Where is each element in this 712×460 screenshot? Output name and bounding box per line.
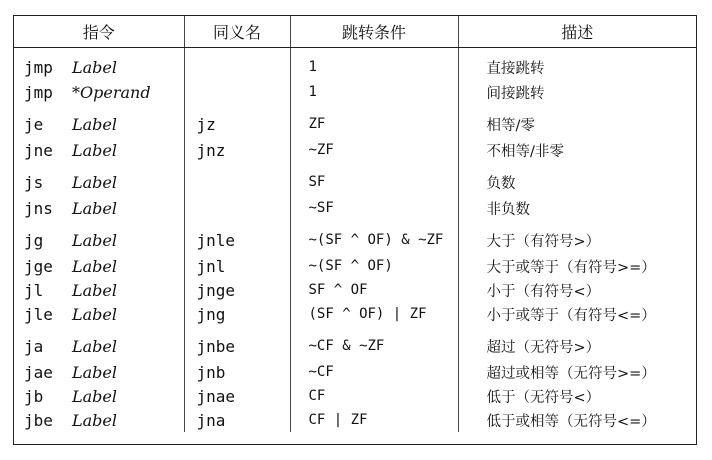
synonym-cell <box>184 80 290 104</box>
operand: Label <box>72 280 117 300</box>
description-cell: 低于或相等（无符号<=） <box>486 413 656 430</box>
table-row <box>14 80 696 104</box>
instruction-cell <box>14 196 184 220</box>
mnemonic: js <box>24 172 44 192</box>
description-cell: 非负数 <box>486 201 530 218</box>
instruction-cell <box>14 302 184 326</box>
table-row <box>14 196 696 220</box>
table-row <box>14 384 696 408</box>
condition-cell: SF ^ OF <box>290 278 458 302</box>
table-row <box>14 360 696 384</box>
synonym-cell: jng <box>184 302 290 326</box>
table-row <box>14 48 696 81</box>
table-row <box>14 326 696 360</box>
instruction-cell <box>14 80 184 104</box>
condition-cell: SF <box>290 162 458 196</box>
instruction-cell <box>14 104 184 138</box>
synonym-cell <box>184 48 290 81</box>
condition-cell: CF <box>290 384 458 408</box>
table-row <box>14 408 696 432</box>
operand: Label <box>72 362 117 382</box>
condition-cell: ZF <box>290 104 458 138</box>
synonym-cell: jnz <box>184 138 290 162</box>
synonym-cell: jnge <box>184 278 290 302</box>
instruction-cell <box>14 408 184 432</box>
instruction-cell <box>14 220 184 254</box>
synonym-cell: jnl <box>184 254 290 278</box>
table-row <box>14 254 696 278</box>
synonym-cell: jnle <box>184 220 290 254</box>
mnemonic: jns <box>24 198 53 218</box>
instruction-cell <box>14 326 184 360</box>
mnemonic: jmp <box>24 57 53 77</box>
mnemonic: jmp <box>24 82 53 102</box>
mnemonic: jg <box>24 230 44 250</box>
condition-cell: CF | ZF <box>290 408 458 432</box>
description-cell: 不相等/非零 <box>486 143 564 160</box>
mnemonic: ja <box>24 336 44 356</box>
mnemonic: jbe <box>24 410 53 430</box>
synonym-cell: jnb <box>184 360 290 384</box>
description-cell: 低于（无符号<） <box>486 389 601 406</box>
description-cell: 负数 <box>486 175 516 192</box>
synonym-cell: jz <box>184 104 290 138</box>
instruction-cell <box>14 360 184 384</box>
mnemonic: jae <box>24 362 53 382</box>
operand: Label <box>72 410 117 430</box>
condition-cell: 1 <box>290 48 458 81</box>
mnemonic: je <box>24 114 44 134</box>
description-cell: 大于（有符号>） <box>486 233 601 250</box>
mnemonic: jne <box>24 140 53 160</box>
table-row <box>14 104 696 138</box>
header-synonym: 同义名 <box>184 16 290 48</box>
description-cell: 超过（无符号>） <box>486 339 601 356</box>
condition-cell: ~ZF <box>290 138 458 162</box>
instruction-cell <box>14 254 184 278</box>
operand: Label <box>72 57 117 77</box>
table-row <box>14 278 696 302</box>
table-row <box>14 162 696 196</box>
header-condition: 跳转条件 <box>290 16 458 48</box>
operand: Label <box>72 230 117 250</box>
header-row <box>14 16 696 48</box>
description-cell: 小于或等于（有符号<=） <box>486 307 656 324</box>
synonym-cell: jna <box>184 408 290 432</box>
table-row <box>14 302 696 326</box>
operand: Label <box>72 140 117 160</box>
instruction-cell <box>14 48 184 81</box>
mnemonic: jge <box>24 256 53 276</box>
condition-cell: ~CF & ~ZF <box>290 326 458 360</box>
header-description: 描述 <box>458 16 696 48</box>
operand: Label <box>72 114 117 134</box>
condition-cell: ~SF <box>290 196 458 220</box>
synonym-cell: jnbe <box>184 326 290 360</box>
description-cell: 直接跳转 <box>486 60 545 77</box>
table-body <box>14 48 696 433</box>
table-row <box>14 220 696 254</box>
instruction-cell <box>14 278 184 302</box>
mnemonic: jl <box>24 280 44 300</box>
operand: Label <box>72 304 117 324</box>
instruction-cell <box>14 138 184 162</box>
mnemonic: jb <box>24 386 44 406</box>
synonym-cell <box>184 162 290 196</box>
jump-instruction-table-frame <box>13 15 697 445</box>
condition-cell: ~(SF ^ OF) <box>290 254 458 278</box>
instruction-cell <box>14 162 184 196</box>
table-row <box>14 138 696 162</box>
header-instruction: 指令 <box>14 16 184 48</box>
operand: *Operand <box>72 82 151 102</box>
description-cell: 小于（有符号<） <box>486 283 601 300</box>
description-cell: 超过或相等（无符号>=） <box>486 365 656 382</box>
table-header <box>14 16 696 48</box>
condition-cell: (SF ^ OF) | ZF <box>290 302 458 326</box>
jump-instruction-table <box>14 16 696 432</box>
synonym-cell: jnae <box>184 384 290 408</box>
mnemonic: jle <box>24 304 53 324</box>
condition-cell: ~(SF ^ OF) & ~ZF <box>290 220 458 254</box>
operand: Label <box>72 386 117 406</box>
condition-cell: 1 <box>290 80 458 104</box>
operand: Label <box>72 198 117 218</box>
operand: Label <box>72 256 117 276</box>
description-cell: 相等/零 <box>486 117 535 134</box>
operand: Label <box>72 172 117 192</box>
condition-cell: ~CF <box>290 360 458 384</box>
operand: Label <box>72 336 117 356</box>
synonym-cell <box>184 196 290 220</box>
description-cell: 间接跳转 <box>486 85 545 102</box>
description-cell: 大于或等于（有符号>=） <box>486 259 656 276</box>
instruction-cell <box>14 384 184 408</box>
